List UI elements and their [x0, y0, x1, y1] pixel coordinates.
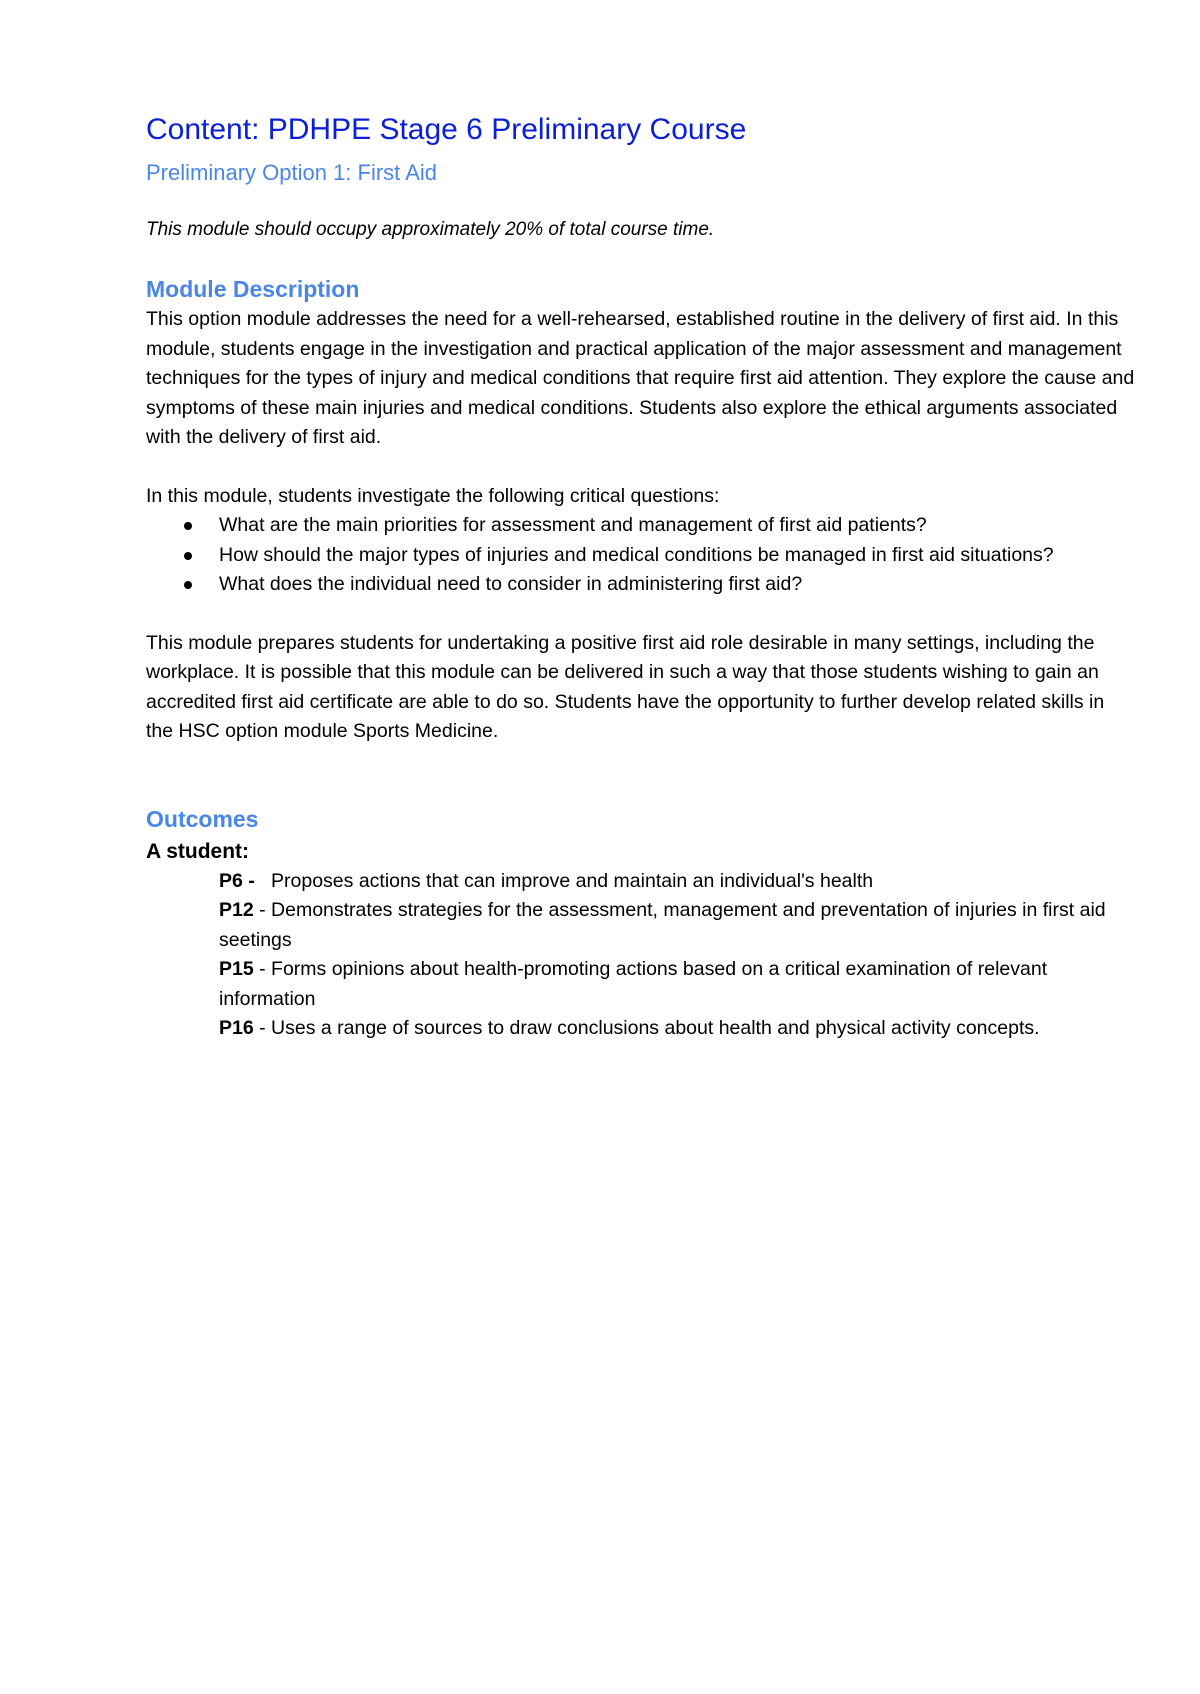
outcomes-list — [146, 867, 1136, 1044]
list-item — [146, 570, 1136, 600]
question-text: How should the major types of injuries and medical conditions be managed in first aid situations? — [219, 543, 1054, 566]
module-description-paragraph: This option module addresses the need for a well-rehearsed, established routine in the delivery of first aid. In this module, students engage in the investigation and practical application of the major assessment and management techniques for the types of injury and medical conditions that require first aid attention. They explore the cause and symptoms of these main injuries and medical conditions. Students also explore the ethical arguments associated with the delivery of first aid. — [146, 308, 1135, 448]
outcomes-heading: Outcomes — [146, 805, 259, 832]
document-page — [146, 110, 1136, 1044]
outcome-text: - Demonstrates strategies for the assessment, management and preventation of injuries in first aid seetings — [219, 899, 1106, 951]
time-note: This module should occupy approximately 20% of total course time. — [146, 219, 715, 240]
outcome-code: P16 — [219, 1017, 254, 1039]
outcome-code: P12 — [219, 899, 254, 921]
question-text: What does the individual need to consider in administering first aid? — [219, 573, 803, 595]
module-preparation-paragraph: This module prepares students for undertaking a positive first aid role desirable in many settings, including the workplace. It is possible that this module can be delivered in such a way that those students wishing to gain an accredited first aid certificate are able to do so. Students have the opportunity to further develop related skills in the HSC option module Sports Medicine. — [146, 631, 1105, 742]
page-title: Content: PDHPE Stage 6 Preliminary Course — [146, 113, 747, 146]
outcome-item — [219, 867, 1136, 897]
bullet-icon — [184, 552, 192, 560]
questions-intro: In this module, students investigate the following critical questions: — [146, 484, 720, 507]
critical-questions-list — [146, 511, 1136, 600]
outcome-code: P6 - — [219, 869, 261, 892]
page-subtitle: Preliminary Option 1: First Aid — [146, 160, 437, 185]
bullet-icon — [184, 522, 192, 530]
list-item — [146, 541, 1136, 571]
outcome-code: P15 — [219, 958, 254, 980]
outcome-text: Proposes actions that can improve and maintain an individual's health — [260, 869, 874, 892]
outcome-item — [219, 896, 1136, 955]
outcome-text: - Uses a range of sources to draw conclusions about health and physical activity concepts. — [253, 1017, 1040, 1039]
student-label: A student: — [146, 839, 250, 863]
list-item — [146, 511, 1136, 541]
module-description-heading: Module Description — [146, 276, 360, 302]
bullet-icon — [184, 581, 192, 589]
outcome-item — [219, 955, 1136, 1014]
outcome-item — [219, 1014, 1136, 1044]
outcome-text: - Forms opinions about health-promoting actions based on a critical examination of relevant information — [219, 958, 1048, 1010]
question-text: What are the main priorities for assessment and management of first aid patients? — [219, 514, 927, 536]
